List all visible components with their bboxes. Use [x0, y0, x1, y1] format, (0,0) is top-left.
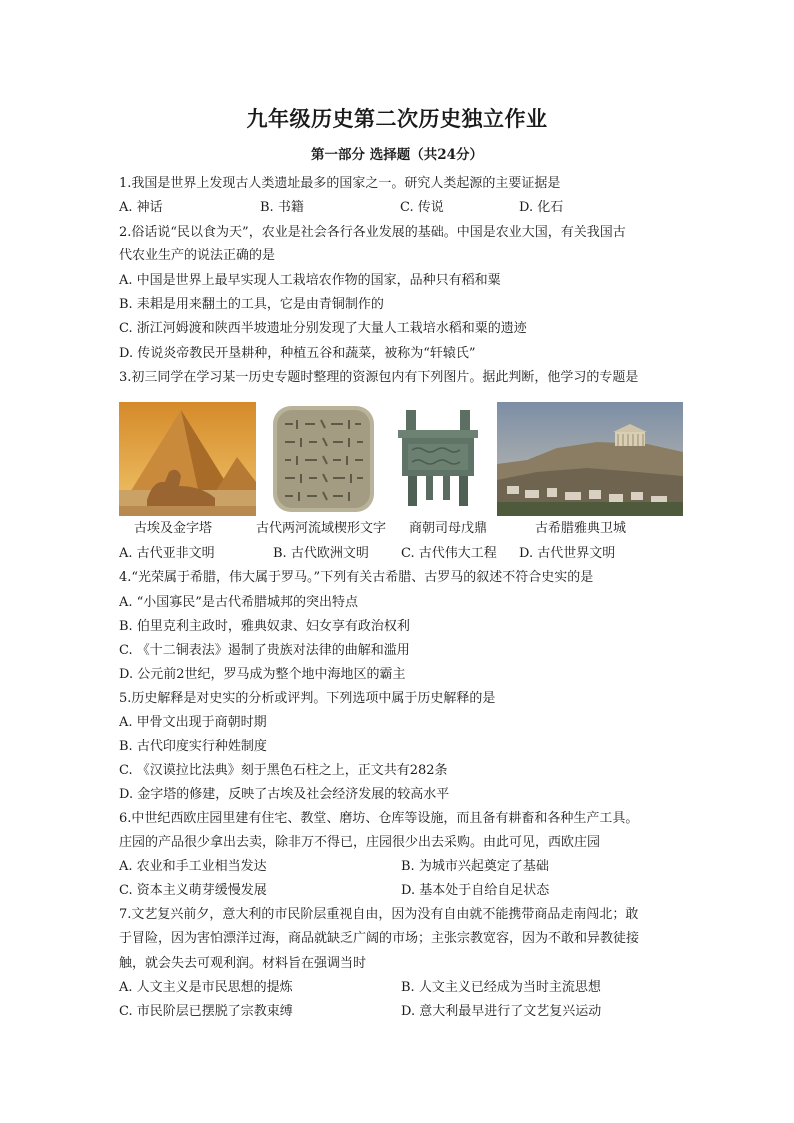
- q7-stem-line2: 于冒险，因为害怕漂洋过海，商品就缺乏广阔的市场；主张宗教宽容，因为不敢和异教徒接: [119, 931, 640, 946]
- pyramid-picture: [119, 402, 256, 516]
- q2-option-d[interactable]: D. 传说炎帝教民开垦耕种，种植五谷和蔬菜，被称为“轩辕氏”: [119, 346, 476, 361]
- q7-stem-line3: 触，就会失去可观利润。材料旨在强调当时: [119, 956, 367, 971]
- q1-option-a[interactable]: A. 神话: [119, 200, 163, 215]
- q1-option-b[interactable]: B. 书籍: [260, 200, 304, 215]
- q5-option-a[interactable]: A. 甲骨文出现于商朝时期: [119, 715, 267, 730]
- q5-option-c[interactable]: C. 《汉谟拉比法典》刻于黑色石柱之上，正文共有282条: [119, 763, 448, 778]
- q2-stem-line2: 代农业生产的说法正确的是: [119, 248, 276, 263]
- q1-option-d[interactable]: D. 化石: [519, 200, 564, 215]
- bronze-ding-picture: [388, 402, 488, 516]
- q4-option-d[interactable]: D. 公元前2世纪，罗马成为整个地中海地区的霸主: [119, 667, 406, 682]
- q7-stem-line1: 7.文艺复兴前夕，意大利的市民阶层重视自由，因为没有自由就不能携带商品走南闯北；敢: [119, 907, 639, 922]
- q2-option-b[interactable]: B. 耒耜是用来翻土的工具，它是由青铜制作的: [119, 297, 384, 312]
- q3-caption-2: 古代两河流域楔形文字: [256, 521, 387, 536]
- q1-stem: 1.我国是世界上发现古人类遗址最多的国家之一。研究人类起源的主要证据是: [119, 176, 561, 191]
- q3-caption-1: 古埃及金字塔: [134, 521, 213, 536]
- q1-option-c[interactable]: C. 传说: [400, 200, 444, 215]
- cuneiform-tablet-picture: [267, 402, 380, 516]
- q6-option-d[interactable]: D. 基本处于自给自足状态: [401, 883, 550, 898]
- q5-option-d[interactable]: D. 金字塔的修建，反映了古埃及社会经济发展的较高水平: [119, 787, 450, 802]
- acropolis-picture: [497, 402, 683, 516]
- q7-option-a[interactable]: A. 人文主义是市民思想的提炼: [119, 980, 293, 995]
- q4-stem: 4.“光荣属于希腊，伟大属于罗马。”下列有关古希腊、古罗马的叙述不符合史实的是: [119, 570, 594, 585]
- q3-option-c[interactable]: C. 古代伟大工程: [401, 546, 497, 561]
- q6-option-b[interactable]: B. 为城市兴起奠定了基础: [401, 859, 549, 874]
- page-title: 九年级历史第二次历史独立作业: [246, 106, 548, 131]
- q5-stem: 5.历史解释是对史实的分析或评判。下列选项中属于历史解释的是: [119, 691, 496, 706]
- q2-option-a[interactable]: A. 中国是世界上最早实现人工栽培农作物的国家，品种只有稻和粟: [119, 273, 501, 288]
- section-heading: 第一部分 选择题（共24分）: [311, 147, 483, 163]
- q3-caption-4: 古希腊雅典卫城: [535, 521, 627, 536]
- q7-option-c[interactable]: C. 市民阶层已摆脱了宗教束缚: [119, 1004, 293, 1019]
- q7-option-d[interactable]: D. 意大利最早进行了文艺复兴运动: [401, 1004, 602, 1019]
- q4-option-a[interactable]: A. “小国寡民”是古代希腊城邦的突出特点: [119, 595, 358, 610]
- q2-stem-line1: 2.俗话说“民以食为天”，农业是社会各行各业发展的基础。中国是农业大国，有关我国古: [119, 225, 626, 240]
- q3-option-d[interactable]: D. 古代世界文明: [519, 546, 616, 561]
- q4-option-b[interactable]: B. 伯里克利主政时，雅典奴隶、妇女享有政治权利: [119, 619, 410, 634]
- q3-option-a[interactable]: A. 古代亚非文明: [119, 546, 215, 561]
- q3-caption-3: 商朝司母戊鼎: [409, 521, 488, 536]
- q5-option-b[interactable]: B. 古代印度实行种姓制度: [119, 739, 267, 754]
- q6-option-c[interactable]: C. 资本主义萌芽缓慢发展: [119, 883, 267, 898]
- q6-stem-line1: 6.中世纪西欧庄园里建有住宅、教堂、磨坊、仓库等设施，而且备有耕畜和各种生产工具。: [119, 811, 639, 826]
- q6-option-a[interactable]: A. 农业和手工业相当发达: [119, 859, 267, 874]
- q4-option-c[interactable]: C. 《十二铜表法》遏制了贵族对法律的曲解和滥用: [119, 643, 410, 658]
- q6-stem-line2: 庄园的产品很少拿出去卖，除非万不得已，庄园很少出去采购。由此可见，西欧庄园: [119, 835, 601, 850]
- q7-option-b[interactable]: B. 人文主义已经成为当时主流思想: [401, 980, 601, 995]
- q3-option-b[interactable]: B. 古代欧洲文明: [273, 546, 369, 561]
- q2-option-c[interactable]: C. 浙江河姆渡和陕西半坡遗址分别发现了大量人工栽培水稻和粟的遗迹: [119, 321, 527, 336]
- q3-stem: 3.初三同学在学习某一历史专题时整理的资源包内有下列图片。据此判断，他学习的专题是: [119, 370, 639, 385]
